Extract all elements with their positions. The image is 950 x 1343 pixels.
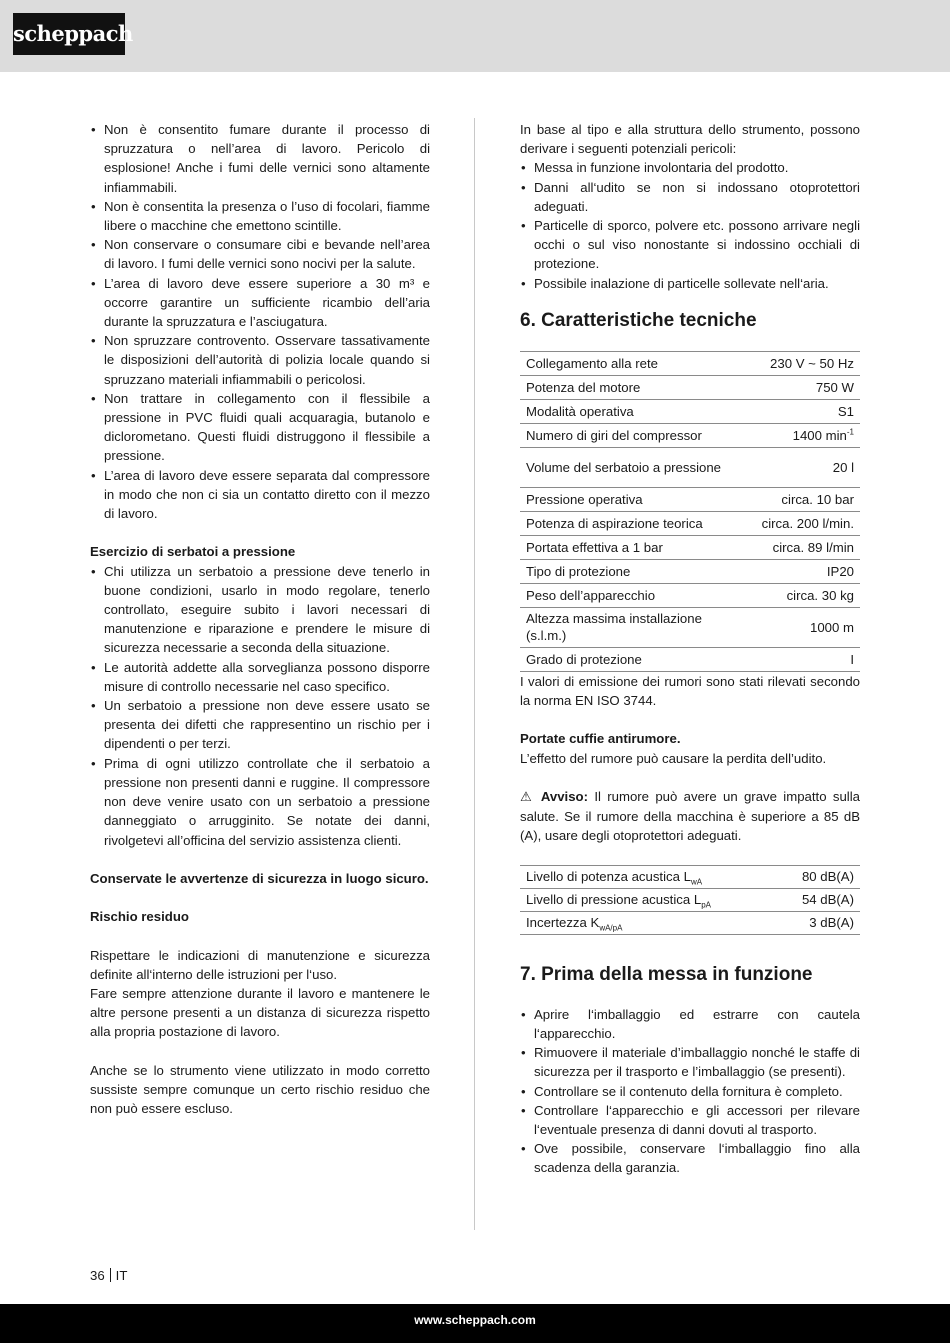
spec-label: Volume del serbatoio a pressione bbox=[520, 447, 740, 487]
spec-value bbox=[740, 423, 860, 447]
table-row bbox=[520, 535, 860, 559]
spec-label: Potenza del motore bbox=[520, 375, 740, 399]
noise-label bbox=[520, 888, 777, 911]
page-number bbox=[90, 1266, 127, 1285]
page-footer bbox=[0, 1304, 950, 1343]
section-7-title: 7. Prima della messa in funzione bbox=[520, 963, 813, 985]
table-row bbox=[520, 447, 860, 487]
startup-list bbox=[520, 1005, 860, 1178]
noise-label-subscript: pA bbox=[701, 900, 711, 910]
risk-list bbox=[520, 158, 860, 292]
pressure-vessel-heading: Esercizio di serbatoi a pressione bbox=[90, 544, 296, 560]
noise-warning bbox=[520, 787, 860, 846]
spec-value: circa. 200 l/min. bbox=[740, 511, 860, 535]
section-6-title: 6. Caratteristiche tecniche bbox=[520, 309, 757, 331]
spec-value: 1000 m bbox=[740, 607, 860, 647]
spec-label: Modalità operativa bbox=[520, 399, 740, 423]
spec-value: circa. 30 kg bbox=[740, 583, 860, 607]
website-url: www.scheppach.com bbox=[414, 1313, 536, 1327]
list-item: • Chi utilizza un serbatoio a pressione deve tenerlo in buone condizioni, usarlo in modo regolare, tenerlo controllato, eseguire subito i lavori necessari di manutenzione e riparazione e prendere le misure di sicurezza necessarie a seconda della situazione. bbox=[90, 562, 430, 658]
page-number-value: 36 bbox=[90, 1268, 105, 1283]
right-column bbox=[520, 120, 860, 1178]
list-item: • Le autorità addette alla sorveglianza possono disporre misure di controllo necessarie nel caso specifico. bbox=[90, 658, 430, 696]
keep-instructions-note: Conservate le avvertenze di sicurezza in luogo sicuro. bbox=[90, 870, 429, 886]
noise-value: 54 dB(A) bbox=[777, 888, 860, 911]
residual-risk-paragraph: Rispettare le indicazioni di manutenzione e sicurezza definite all‘interno delle istruzioni per l‘uso. bbox=[90, 947, 430, 982]
list-item: • Non è consentito fumare durante il processo di spruzzatura o nell’area di lavoro. Pericolo di esplosione! Anche i fumi delle vernici sono altamente infiammabili. bbox=[90, 120, 430, 197]
ear-protection-text: L’effetto del rumore può causare la perdita dell’udito. bbox=[520, 750, 827, 766]
table-row bbox=[520, 865, 860, 888]
list-item: • Non è consentita la presenza o l’uso di focolari, fiamme libere o macchine che emettono scintille. bbox=[90, 197, 430, 235]
spec-label: Grado di protezione bbox=[520, 647, 740, 671]
table-row bbox=[520, 423, 860, 447]
table-row bbox=[520, 583, 860, 607]
spec-value: 230 V ~ 50 Hz bbox=[740, 351, 860, 375]
pressure-vessel-list bbox=[90, 562, 430, 850]
spray-safety-list bbox=[90, 120, 430, 523]
noise-values-table bbox=[520, 865, 860, 935]
spec-value-exponent: -1 bbox=[846, 427, 854, 437]
spec-value: circa. 89 l/min bbox=[740, 535, 860, 559]
page-number-separator bbox=[110, 1268, 111, 1282]
table-row bbox=[520, 399, 860, 423]
list-item: • Non conservare o consumare cibi e bevande nell’area di lavoro. I fumi delle vernici sono nocivi per la salute. bbox=[90, 235, 430, 273]
list-item: • Possibile inalazione di particelle sollevate nell‘aria. bbox=[520, 274, 860, 293]
table-row bbox=[520, 487, 860, 511]
spec-label: Portata effettiva a 1 bar bbox=[520, 535, 740, 559]
table-row bbox=[520, 511, 860, 535]
table-row bbox=[520, 911, 860, 934]
residual-risk-paragraph: Fare sempre attenzione durante il lavoro e mantenere le altre persone presenti a un distanza di sicurezza rispetto alla propria postazione di lavoro. bbox=[90, 986, 430, 1040]
noise-label-text: Livello di potenza acustica L bbox=[526, 869, 691, 885]
spec-label: Altezza massima installazione (s.l.m.) bbox=[520, 607, 740, 647]
spec-value: circa. 10 bar bbox=[740, 487, 860, 511]
noise-label-subscript: wA/pA bbox=[599, 923, 623, 933]
list-item: • Ove possibile, conservare l‘imballaggio fino alla scadenza della garanzia. bbox=[520, 1139, 860, 1177]
spec-value: IP20 bbox=[740, 559, 860, 583]
noise-value: 80 dB(A) bbox=[777, 865, 860, 888]
list-item: • L’area di lavoro deve essere superiore a 30 m³ e occorre garantire un sufficiente ricambio dell’aria durante la spruzzatura e l’asciugatura. bbox=[90, 274, 430, 332]
warning-label: Avviso: bbox=[540, 789, 588, 805]
risk-intro: In base al tipo e alla struttura dello strumento, possono derivare i seguenti potenziali pericoli: bbox=[520, 122, 860, 157]
list-item: • Aprire l‘imballaggio ed estrarre con cautela l‘apparecchio. bbox=[520, 1005, 860, 1043]
spec-label: Collegamento alla rete bbox=[520, 351, 740, 375]
residual-risk-paragraph: Anche se lo strumento viene utilizzato in modo corretto sussiste sempre comunque un certo rischio residuo che non può essere escluso. bbox=[90, 1062, 430, 1117]
noise-label-text: Incertezza K bbox=[526, 915, 600, 931]
spec-label: Numero di giri del compressor bbox=[520, 423, 740, 447]
list-item: • Rimuovere il materiale d’imballaggio nonché le staffe di sicurezza per il trasporto e l’imballaggio (se presenti). bbox=[520, 1043, 860, 1081]
list-item: • Controllare l‘apparecchio e gli accessori per rilevare l‘eventuale presenza di danni dovuti al trasporto. bbox=[520, 1101, 860, 1139]
noise-value: 3 dB(A) bbox=[777, 911, 860, 934]
spec-value: 20 l bbox=[740, 447, 860, 487]
table-row bbox=[520, 559, 860, 583]
list-item: • Messa in funzione involontaria del prodotto. bbox=[520, 158, 860, 177]
list-item: • Prima di ogni utilizzo controllate che il serbatoio a pressione non presenti danni e ruggine. Il compressore non deve venire usato con un serbatoio a pressione danneggiato o arrugginito. Se notate dei danni, rivolgetevi all’officina del servizio assistenza clienti. bbox=[90, 754, 430, 850]
list-item: • Danni all‘udito se non si indossano otoprotettori adeguati. bbox=[520, 178, 860, 216]
warning-triangle-icon: ⚠ bbox=[520, 790, 535, 806]
table-row bbox=[520, 647, 860, 671]
table-row bbox=[520, 351, 860, 375]
spec-value: I bbox=[740, 647, 860, 671]
table-row bbox=[520, 607, 860, 647]
noise-label-subscript: wA bbox=[690, 877, 703, 887]
noise-label bbox=[520, 865, 777, 888]
spec-label: Tipo di protezione bbox=[520, 559, 740, 583]
noise-label-text: Livello di pressione acustica L bbox=[526, 892, 702, 908]
page-header bbox=[0, 0, 950, 72]
spec-label: Potenza di aspirazione teorica bbox=[520, 511, 740, 535]
list-item: • Un serbatoio a pressione non deve essere usato se presenta dei difetti che rappresentino un rischio per i dipendenti o per terzi. bbox=[90, 696, 430, 754]
list-item: • Non spruzzare controvento. Osservare tassativamente le disposizioni dell’autorità di polizia locale quando si spruzzano materiali infiammabili o pericolosi. bbox=[90, 331, 430, 389]
residual-risk-heading: Rischio residuo bbox=[90, 909, 189, 925]
spec-value: 750 W bbox=[740, 375, 860, 399]
list-item: • Controllare se il contenuto della fornitura è completo. bbox=[520, 1082, 860, 1101]
technical-specs-table bbox=[520, 351, 860, 672]
spec-value-text: 1400 min bbox=[792, 427, 847, 443]
language-code: IT bbox=[115, 1268, 128, 1283]
noise-label bbox=[520, 911, 777, 934]
spec-label: Pressione operativa bbox=[520, 487, 740, 511]
list-item: • Non trattare in collegamento con il flessibile a pressione in PVC fluidi quali acquaragia, butanolo e diclorometano. Questi fluidi distruggono il flessibile a pressione. bbox=[90, 389, 430, 466]
table-row bbox=[520, 375, 860, 399]
brand-logo: scheppach bbox=[13, 13, 125, 55]
noise-measurement-note: I valori di emissione dei rumori sono stati rilevati secondo la norma EN ISO 3744. bbox=[520, 673, 860, 709]
spec-value: S1 bbox=[740, 399, 860, 423]
ear-protection-heading: Portate cuffie antirumore. bbox=[520, 731, 681, 747]
left-column bbox=[90, 120, 430, 1118]
column-divider bbox=[474, 118, 475, 1230]
spec-label: Peso dell’apparecchio bbox=[520, 583, 740, 607]
list-item: • Particelle di sporco, polvere etc. possono arrivare negli occhi o sul viso nonostante si indossino occhiali di protezione. bbox=[520, 216, 860, 274]
table-row bbox=[520, 888, 860, 911]
list-item: • L’area di lavoro deve essere separata dal compressore in modo che non ci sia un contatto diretto con il mezzo di lavoro. bbox=[90, 466, 430, 524]
warning-text: Il rumore può avere un grave impatto sulla salute. Se il rumore della macchina è superiore a 85 dB (A), usare degli otoprotettori adeguati. bbox=[520, 789, 860, 844]
